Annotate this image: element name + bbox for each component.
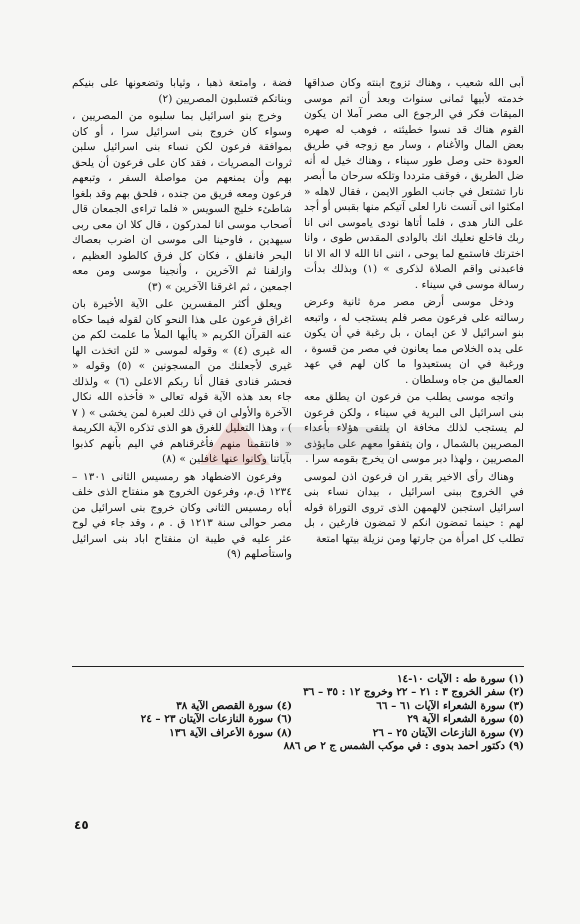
paragraph: فضة ، وامتعة ذهبا ، وثيابا وتضعونها على بنيكم وبناتكم فتسلبون المصريين (٢): [72, 77, 292, 105]
paragraph: وفرعون الاضطهاد هو رمسيس الثانى ١٣٠١ – ١٢٣٤ ق.م، وفرعون الخروج هو منفتاح الذى خلف أباه رمسيس الثانى وكان خروج بنى اسرائيل من مصر حوالى سنة ١٢١٣ ق . م ، وقد جاء في لوح عثر عليه في طيبة ان منفتاح اباد بنى اسرائيل واستأصلهم (٩): [72, 470, 292, 560]
paragraph: أبى الله شعيب ، وهناك تزوج ابنته وكان صداقها خدمته لأبيها ثمانى سنوات وبعد أن اتم موسى الميقات فكر في الرجوع الى مصر آملا ان يكون القوم هناك قد نسوا خطيئته ، فوهب له صهره بعض المال والأغنام ، وسار مع زوجه في طريق العودة حتى وصل طور سيناء ، وهناك خيل له أنه ضل الطريق ، فوقف مترددا وتلكه سرحان ما أبصر نارا تشتعل في جانب الطور الايمن ، فقال لاهله « امكثوا انى آنست نارا لعلى آتيكم منها بقبس أو أجد على النار هدى ، فلما أتاها نودى ياموسى انى انا ربك فاخلع نعليك انك بالوادى المقدس طوى ، وانا اخترتك فاستمع لما يوحى ، اننى انا الله لا اله الا انا فاعبدنى واقم الصلاة لذكرى » (١) وبذلك بدأت رسالة موسى في سيناء .: [304, 77, 524, 291]
footnote: (٤) سورة القصص الآية ٣٨: [176, 699, 292, 712]
footnote: [72, 673, 292, 686]
footnote: (٢) سفر الخروج ٣ : ٢١ – ٢٢ وخروج ١٢ : ٣٥ – ٣٦: [303, 686, 524, 699]
paragraph: ويعلق أكثر المفسرين على الآية الأخيرة بان اغراق فرعون على هذا النحو كان لقوله فيما حكاه عنه القرآن الكريم « ياأيها الملأ ما علمت لكم من اله غيرى (٤) » وقوله لموسى « لئن اتخذت الها غيرى لأجعلنك من المسجونين » (٥) وقوله « فحشر فنادى فقال أنا ربكم الاعلى (٦) » ولذلك جاء بعد هذه الآية قوله تعالى « فأخذه الله نكال الآخرة والأولى ان في ذلك لعبرة لمن يخشى » ( ٧ ) ، وهذا التعليل للغرق هو الذى تذكره الآية الكريمة « فانتقمنا منهم فأغرقناهم في اليم بأنهم كذبوا بآياتنا وكانوا عنها غافلين » (٨): [72, 298, 292, 465]
left-column: [72, 76, 292, 652]
footnote: (١) سورة طه : الآيات ١٠-١٤: [396, 673, 524, 685]
right-column: [304, 76, 524, 652]
footnote: (٩) دكتور احمد بدوى : في موكب الشمس ج ٢ ص ٨٨٦: [283, 739, 524, 752]
footnote-row: [72, 673, 524, 686]
footnote: (٧) سورة النازعات الآيتان ٢٥ – ٢٦: [372, 726, 524, 739]
footnote-row: [72, 727, 524, 740]
footnote: (٦) سورة النازعات الآيتان ٢٣ – ٢٤: [140, 713, 292, 726]
page-body: [72, 76, 524, 753]
footnote-row: [72, 740, 524, 753]
footnote: (٥) سورة الشعراء الآية ٢٩: [407, 713, 524, 726]
footnotes: [72, 673, 524, 753]
footnote-row: [72, 700, 524, 713]
footnote: (٨) سورة الأعراف الآية ١٣٦: [169, 726, 292, 739]
footnote-divider: [72, 666, 524, 667]
paragraph: واتجه موسى يطلب من فرعون ان يطلق معه بنى اسرائيل الى البرية في سيناء ، ولكن فرعون لم يستجب لذلك مخافة ان يلتقى هؤلاء بأعداء المصريين بالشمال ، وان يتفقوا معهم على مايؤذى المصريين ، ولهذا دبر موسى ان يخرج بقومه سرا .: [304, 391, 524, 465]
text-columns: [72, 76, 524, 652]
footnote-row: [72, 713, 524, 726]
paragraph: ودخل موسى أرض مصر مرة ثانية وعرض رسالته على فرعون مصر فلم يستجب له ، واتبعه بنو اسرائيل لا عن ايمان ، بل رغبة في أن يكون على يده الخلاص مما يعانون في مصر من قسوة ، ورغبة في ان يستعيدوا ما كان لهم في عهد العماليق من جاه وسلطان .: [304, 296, 524, 386]
paragraph: وخرج بنو اسرائيل بما سلبوه من المصريين ، وسواء كان خروج بنى اسرائيل سرا ، أو كان بموافقة فرعون لكن نساء بنى اسرائيل سلبن ثروات المصريات ، فقد كان على فرعون أن يلحق بهم وأن يمنعهم من مواصلة السفر ، وتبعهم فرعون ومعه فريق من جنده ، فلحق بهم وقد بلغوا شاطئء خليج السويس « فلما تراءى الجمعان قال أصحاب موسى انا لمدركون ، قال كلا ان معى ربى سيهدين ، فاوحينا الى موسى ان اضرب بعصاك البحر فانفلق ، فكان كل فرق كالطود العظيم ، وازلفنا ثم الآخرين ، وأنجينا موسى ومن معه اجمعين ، ثم اغرقنا الآخرين » (٣): [72, 110, 292, 293]
paragraph: وهناك رأى الاخير يقرر ان فرعون اذن لموسى في الخروج ببنى اسرائيل ، بيدان نساء بنى اسرائيل استجبن لالهمهن الذى تروى التوراة قوله لهم : حينما تمضون انكم لا تمضون فارغين ، بل تطلب كل امرأة من جارتها ومن نزيلة بيتها امتعة: [304, 470, 524, 545]
footnote: (٣) سورة الشعراء الآيات ٦١ – ٦٦: [376, 699, 524, 712]
footnote-row: [72, 686, 524, 699]
page-number: ٤٥: [74, 818, 89, 832]
